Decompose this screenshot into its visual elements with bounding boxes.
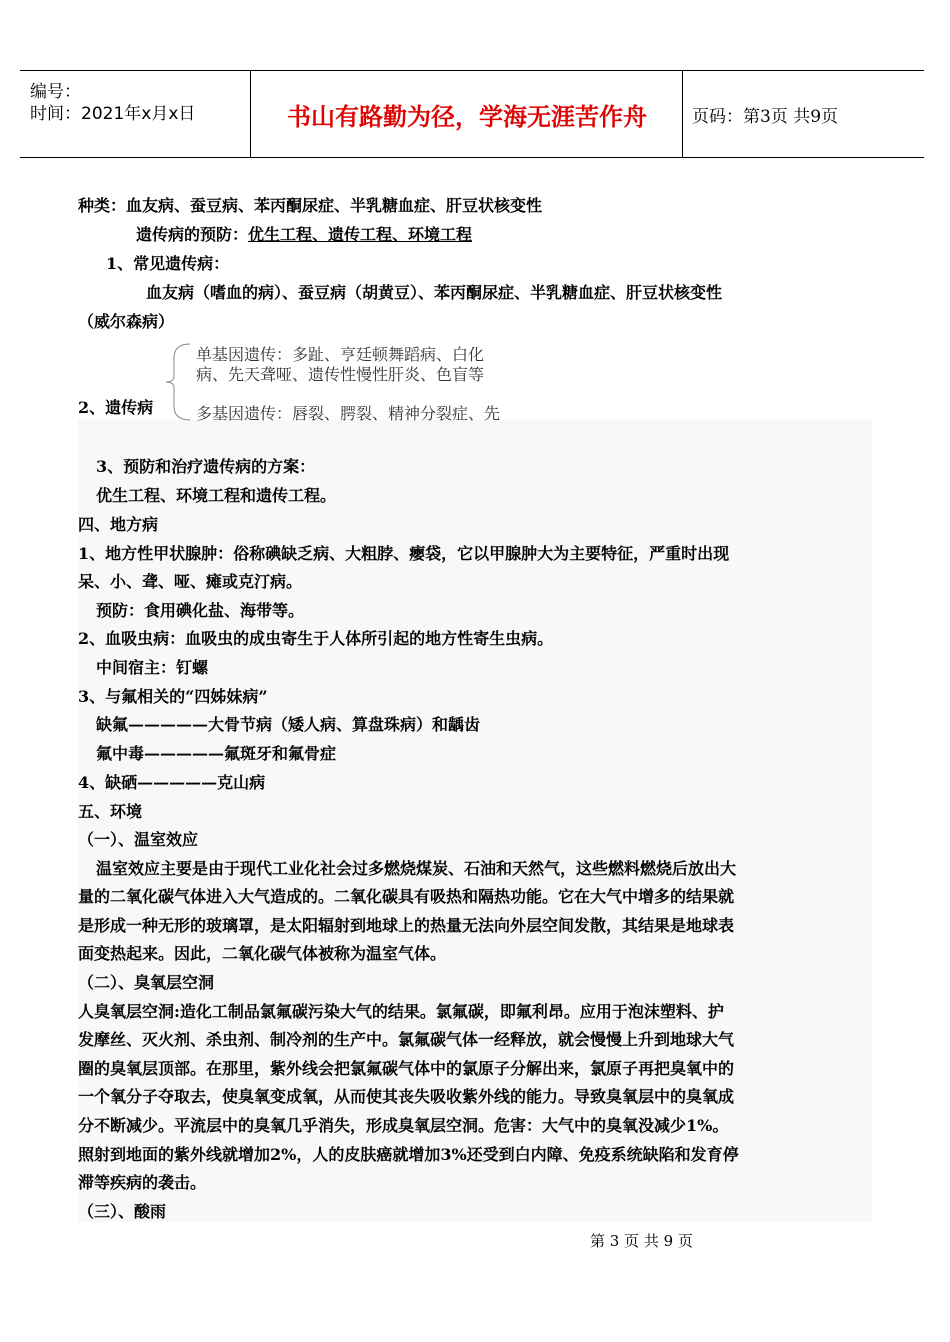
prevention-methods: 优生工程、遗传工程、环境工程	[248, 225, 473, 244]
paragraph-line: 2、血吸虫病：血吸虫的成虫寄生于人体所引起的地方性寄生虫病。	[78, 629, 554, 648]
section-heading: 1、常见遗传病：	[106, 254, 230, 273]
multi-gene-line: 多基因遗传：唇裂、腭裂、精神分裂症、先	[196, 404, 501, 423]
brace-icon	[164, 342, 192, 422]
paragraph-line: 温室效应主要是由于现代工业化社会过多燃烧煤炭、石油和天然气，这些燃料燃烧后放出大	[96, 859, 737, 878]
header-divider	[250, 71, 251, 157]
paragraph-line: 面变热起来。因此，二氧化碳气体被称为温室气体。	[78, 944, 447, 963]
section-heading: 五、环境	[78, 802, 143, 821]
paragraph-line: 中间宿主：钉螺	[96, 658, 209, 677]
section-heading: 2、遗传病	[78, 398, 154, 417]
header-divider	[682, 71, 683, 157]
paragraph-line: 照射到地面的紫外线就增加2%，人的皮肤癌就增加3%还受到白内障、免疫系统缺陷和发育停	[78, 1145, 739, 1164]
paragraph-line: 是形成一种无形的玻璃罩，是太阳辐射到地球上的热量无法向外层空间发散，其结果是地球表	[78, 916, 735, 935]
header-meta	[30, 81, 195, 125]
prevention-label: 遗传病的预防：	[136, 225, 249, 244]
paragraph-line: 一个氧分子夺取去，使臭氧变成氧，从而使其丧失吸收紫外线的能力。导致臭氧层中的臭氧成	[78, 1087, 735, 1106]
disease-types: 种类：血友病、蚕豆病、苯丙酮尿症、半乳糖血症、肝豆状核变性	[78, 196, 543, 215]
section-heading: （三）、酸雨	[78, 1202, 167, 1221]
serial-label: 编号：	[30, 82, 81, 102]
paragraph-line: （威尔森病）	[78, 312, 175, 331]
section-heading: 3、预防和治疗遗传病的方案：	[96, 457, 316, 476]
single-gene-line: 病、先天聋哑、遗传性慢性肝炎、色盲等	[196, 365, 485, 384]
paragraph-line: 分不断减少。平流层中的臭氧几乎消失，形成臭氧层空洞。危害：大气中的臭氧没减少1%。	[78, 1116, 729, 1135]
paragraph-line: 发摩丝、灭火剂、杀虫剂、制冷剂的生产中。氯氟碳气体一经释放，就会慢慢上升到地球大气	[78, 1030, 735, 1049]
section-heading: 四、地方病	[78, 515, 159, 534]
paragraph-line: 氟中毒—————氟斑牙和氟骨症	[96, 744, 337, 763]
paragraph-line: 人臭氧层空洞:造化工制品氯氟碳污染大气的结果。氯氟碳，即氟利昂。应用于泡沫塑料、护	[78, 1002, 724, 1021]
time-label: 时间：2021年x月x日	[30, 104, 196, 124]
paragraph-line: 量的二氧化碳气体进入大气造成的。二氧化碳具有吸热和隔热功能。它在大气中增多的结果就	[78, 887, 735, 906]
paragraph-line: 优生工程、环境工程和遗传工程。	[96, 486, 337, 505]
paragraph-line: 呆、小、聋、哑、瘫或克汀病。	[78, 572, 303, 591]
header-page-code: 页码：第3页 共9页	[692, 106, 839, 127]
page-footer: 第 3 页 共 9 页	[590, 1232, 693, 1250]
single-gene-line: 单基因遗传：多趾、亨廷顿舞蹈病、白化	[196, 345, 485, 364]
page-header	[20, 70, 924, 158]
section-heading: （一）、温室效应	[78, 830, 199, 849]
paragraph-line: 缺氟—————大骨节病（矮人病、算盘珠病）和龋齿	[96, 715, 481, 734]
paragraph-line: 1、地方性甲状腺肿：俗称碘缺乏病、大粗脖、瘿袋，它以甲腺肿大为主要特征，严重时出现	[78, 544, 730, 563]
header-motto: 书山有路勤为径，学海无涯苦作舟	[287, 102, 647, 131]
paragraph-line: 滞等疾病的袭击。	[78, 1173, 207, 1192]
section-heading: （二）、臭氧层空洞	[78, 973, 215, 992]
prevention-line	[136, 222, 472, 245]
paragraph-line: 血友病（嗜血的病）、蚕豆病（胡黄豆）、苯丙酮尿症、半乳糖血症、肝豆状核变性	[146, 283, 723, 302]
section-heading: 3、与氟相关的“四姊妹病”	[78, 687, 268, 706]
paragraph-line: 预防：食用碘化盐、海带等。	[96, 601, 305, 620]
paragraph-line: 圈的臭氧层顶部。在那里，紫外线会把氯氟碳气体中的氯原子分解出来，氯原子再把臭氧中的	[78, 1059, 735, 1078]
paragraph-line: 4、缺硒—————克山病	[78, 773, 266, 792]
